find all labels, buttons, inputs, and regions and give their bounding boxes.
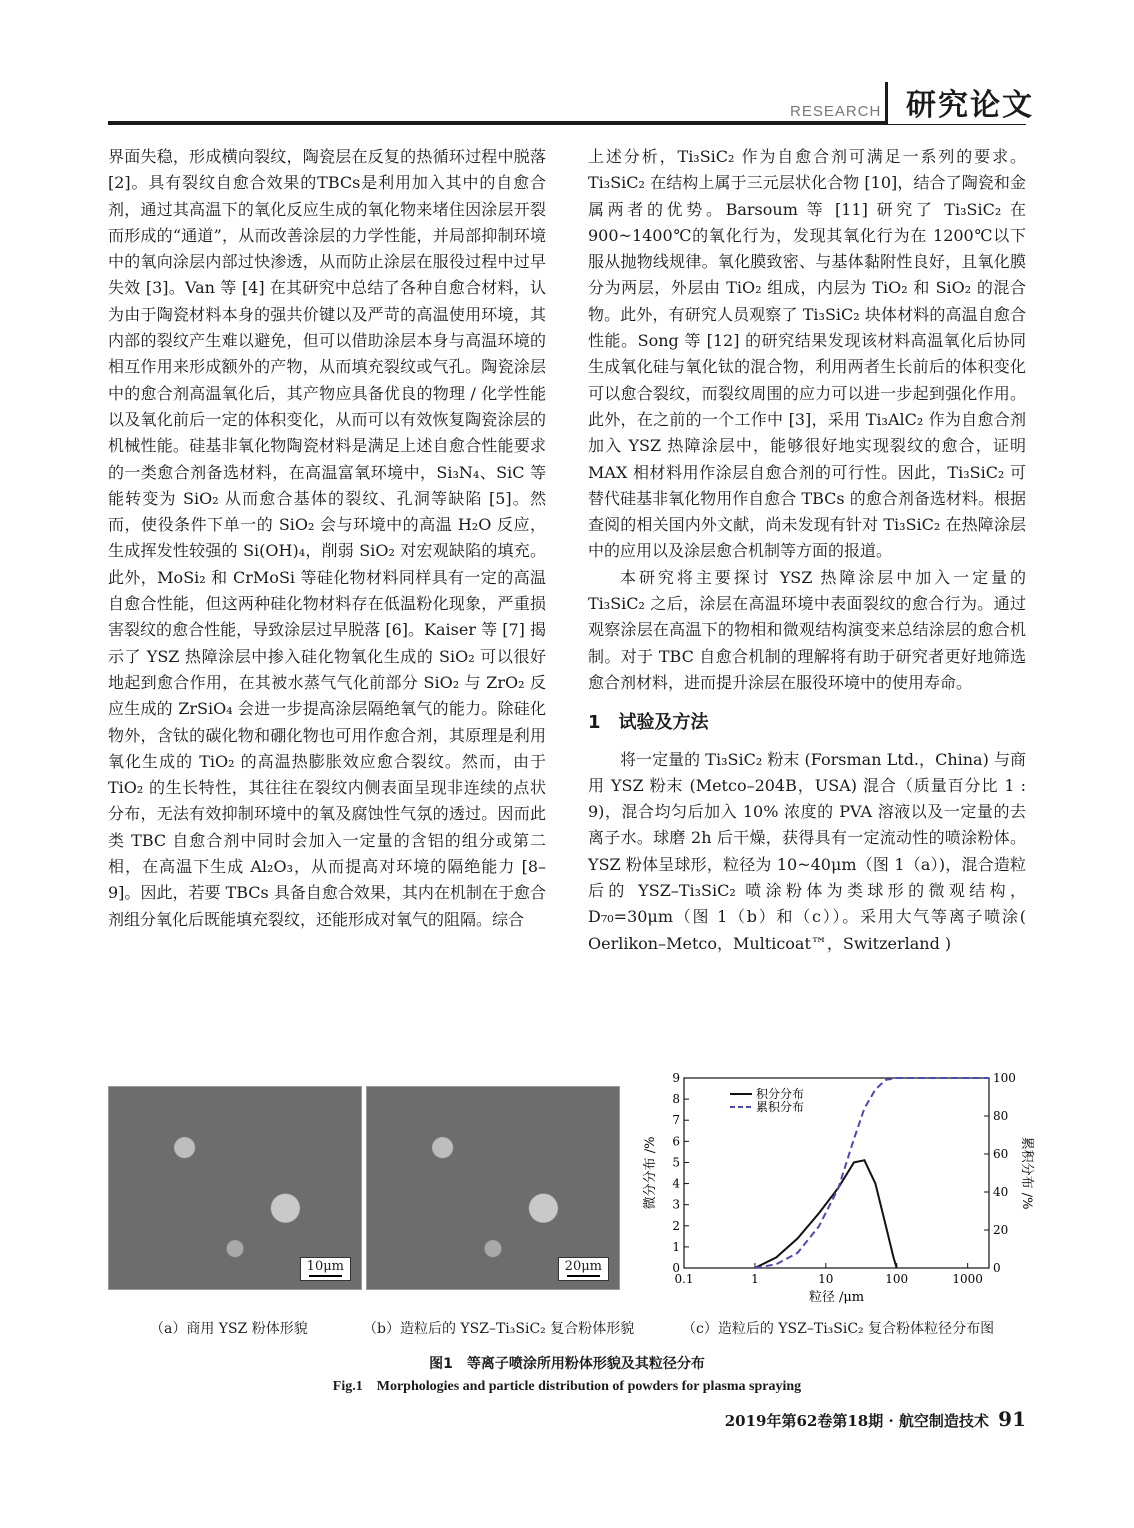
x-tick-label: 100: [885, 1272, 909, 1286]
legend-label-1: 积分分布: [756, 1087, 805, 1101]
scale-bar-b: 20μm: [558, 1257, 609, 1281]
y-right-tick-label: 20: [993, 1223, 1009, 1237]
plot-frame: [684, 1078, 989, 1268]
y-right-tick-label: 60: [993, 1147, 1009, 1161]
y-right-axis-label: 累积分布 /%: [1019, 1136, 1034, 1210]
particle-distribution-chart: [632, 1068, 1032, 1308]
caption-b: （b）造粒后的 YSZ–Ti₃SiC₂ 复合粉体形貌: [363, 1321, 635, 1337]
x-tick-label: 10: [818, 1272, 834, 1286]
y-left-tick-label: 0: [672, 1261, 680, 1275]
y-left-tick-label: 9: [672, 1071, 680, 1085]
caption-a: （a）商用 YSZ 粉体形貌: [150, 1321, 308, 1337]
x-axis-label: 粒径 /μm: [808, 1290, 865, 1305]
y-left-tick-label: 7: [672, 1113, 680, 1128]
scale-bar-a: 10μm: [300, 1257, 351, 1281]
x-tick-label: 1: [751, 1272, 759, 1286]
y-left-axis-label: 微分分布 /%: [643, 1136, 658, 1210]
left-paragraph: 界面失稳，形成横向裂纹，陶瓷层在反复的热循环过程中脱落 [2]。具有裂纹自愈合效果的TBCs是利用加入其中的自愈合剂，通过其高温下的氧化反应生成的氧化物来堵住因涂层开裂而形成的“通道”，从而改善涂层的力学性能，并局部抑制环境中的氧向涂层内部过快渗透，从而防止涂层在服役过程中过早失效 [3]。Van 等 [4] 在其研究中总结了各种自愈合材料，认为由于陶瓷材料本身的强共价键以及严苛的高温使用环境，其内部的裂纹产生难以避免，但可以借助涂层本身与高温环境的相互作用来形成额外的产物，从而填充裂纹或气孔。陶瓷涂层中的愈合剂高温氧化后，其产物应具备优良的物理 / 化学性能以及氧化前后一定的体积变化，从而可以有效恢复陶瓷涂层的机械性能。硅基非氧化物陶瓷材料是满足上述自愈合性能要求的一类愈合剂备选材料，在高温富氧环境中，Si₃N₄、SiC 等能转变为 SiO₂ 从而愈合基体的裂纹、孔洞等缺陷 [5]。然而，使役条件下单一的 SiO₂ 会与环境中的高温 H₂O 反应，生成挥发性较强的 Si(OH)₄，削弱 SiO₂ 对宏观缺陷的填充。此外，MoSi₂ 和 CrMoSi 等硅化物材料同样具有一定的高温自愈合性能，但这两种硅化物材料存在低温粉化现象，严重损害裂纹的愈合性能，导致涂层过早脱落 [6]。Kaiser 等 [7] 揭示了 YSZ 热障涂层中掺入硅化物氧化生成的 SiO₂ 可以很好地起到愈合作用，在其被水蒸气气化前部分 SiO₂ 与 ZrO₂ 反应生成的 ZrSiO₄ 会进一步提高涂层隔绝氧气的能力。除硅化物外，含钛的碳化物和硼化物也可用作愈合剂，其原理是利用氧化生成的 TiO₂ 的高温热膨胀效应愈合裂纹。然而，由于 TiO₂ 的生长特性，其往往在裂纹内侧表面呈现非连续的点状分布，无法有效抑制环境中的氧及腐蚀性气氛的透过。因而此类 TBC 自愈合剂中同时会加入一定量的含铝的组分或第二相，在高温下生成 Al₂O₃，从而提高对环境的隔绝能力 [8–9]。因此，若要 TBCs 具备自愈合效果，其内在机制在于愈合剂组分氧化后既能填充裂纹，还能形成对氧气的阻隔。综合: [108, 147, 546, 929]
y-right-tick-label: 80: [993, 1109, 1009, 1123]
left-column: [108, 144, 546, 933]
section-label-en: RESEARCH: [790, 103, 882, 120]
y-left-tick-label: 4: [672, 1176, 680, 1191]
x-tick-label: 1000: [952, 1272, 983, 1286]
page-number: 91: [998, 1407, 1026, 1431]
y-left-tick-label: 3: [672, 1197, 680, 1212]
y-left-tick-label: 8: [672, 1092, 680, 1107]
figure-title-cn: 图1 等离子喷涂所用粉体形貌及其粒径分布: [429, 1356, 705, 1372]
y-left-tick-label: 5: [672, 1155, 680, 1170]
y-left-tick-label: 6: [672, 1134, 680, 1149]
journal-info: 2019年第62卷第18期 · 航空制造技术: [724, 1412, 989, 1430]
right-paragraph-1: 上述分析，Ti₃SiC₂ 作为自愈合剂可满足一系列的要求。Ti₃SiC₂ 在结构上属于三元层状化合物 [10]，结合了陶瓷和金属两者的优势。Barsoum 等 [11] 研究了 Ti₃SiC₂ 在 900~1400℃的氧化行为，发现其氧化行为在 1200℃以下服从抛物线规律。氧化膜致密、与基体黏附性良好，且氧化膜分为两层，外层由 TiO₂ 组成，内层为 TiO₂ 和 SiO₂ 的混合物。此外，有研究人员观察了 Ti₃SiC₂ 块体材料的高温自愈合性能。Song 等 [12] 的研究结果发现该材料高温氧化后协同生成氧化硅与氧化钛的混合物，利用两者生长前后的体积变化可以愈合裂纹，而裂纹周围的应力可以进一步起到强化作用。此外，在之前的一个工作中 [3]，采用 Ti₃AlC₂ 作为自愈合剂加入 YSZ 热障涂层中，能够很好地实现裂纹的愈合，证明 MAX 相材料用作涂层自愈合剂的可行性。因此，Ti₃SiC₂ 可替代硅基非氧化物用作自愈合 TBCs 的愈合剂备选材料。根据查阅的相关国内外文献，尚未发现有针对 Ti₃SiC₂ 在热障涂层中的应用以及涂层愈合机制等方面的报道。: [588, 147, 1026, 561]
y-right-tick-label: 40: [993, 1185, 1009, 1199]
y-right-tick-label: 0: [993, 1261, 1001, 1275]
y-left-tick-label: 2: [672, 1218, 680, 1233]
right-paragraph-3: 将一定量的 Ti₃SiC₂ 粉末 (Forsman Ltd.，China) 与商用 YSZ 粉末 (Metco–204B，USA) 混合（质量百分比 1 : 9)，混合均匀后加入 10% 浓度的 PVA 溶液以及一定量的去离子水。球磨 2h 后干燥，获得具有一定流动性的喷涂粉体。YSZ 粉体呈球形，粒径为 10~40μm（图 1（a）)，混合造粒后的 YSZ–Ti₃SiC₂ 喷涂粉体为类球形的微观结构，D₇₀=30μm（图 1（b）和（c））。采用大气等离子喷涂( Oerlikon–Metco，Multicoat™，Switzerland ): [588, 749, 1026, 953]
x-tick-label: 0.1: [674, 1272, 694, 1286]
figure-title-en: Fig.1 Morphologies and particle distribution of powders for plasma spraying: [332, 1379, 802, 1394]
right-column: [588, 144, 1026, 957]
y-left-tick-label: 1: [672, 1239, 680, 1254]
y-right-tick-label: 100: [993, 1071, 1016, 1085]
sem-image-ysz: [108, 1086, 362, 1290]
sem-image-composite: [366, 1086, 620, 1290]
caption-c: （c）造粒后的 YSZ–Ti₃SiC₂ 复合粉体粒径分布图: [682, 1321, 995, 1337]
section-label-cn: 研究论文: [906, 88, 1034, 123]
legend-label-2: 累积分布: [756, 1100, 805, 1114]
right-paragraph-2: 本研究将主要探讨 YSZ 热障涂层中加入一定量的 Ti₃SiC₂ 之后，涂层在高温环境中表面裂纹的愈合行为。通过观察涂层在高温下的物相和微观结构演变来总结涂层的愈合机制。对于 TBC 自愈合机制的理解将有助于研究者更好地筛选愈合剂材料，进而提升涂层在服役环境中的使用寿命。: [588, 567, 1026, 692]
page-footer: [725, 1407, 1026, 1431]
section-heading: 1 试验及方法: [588, 712, 709, 734]
